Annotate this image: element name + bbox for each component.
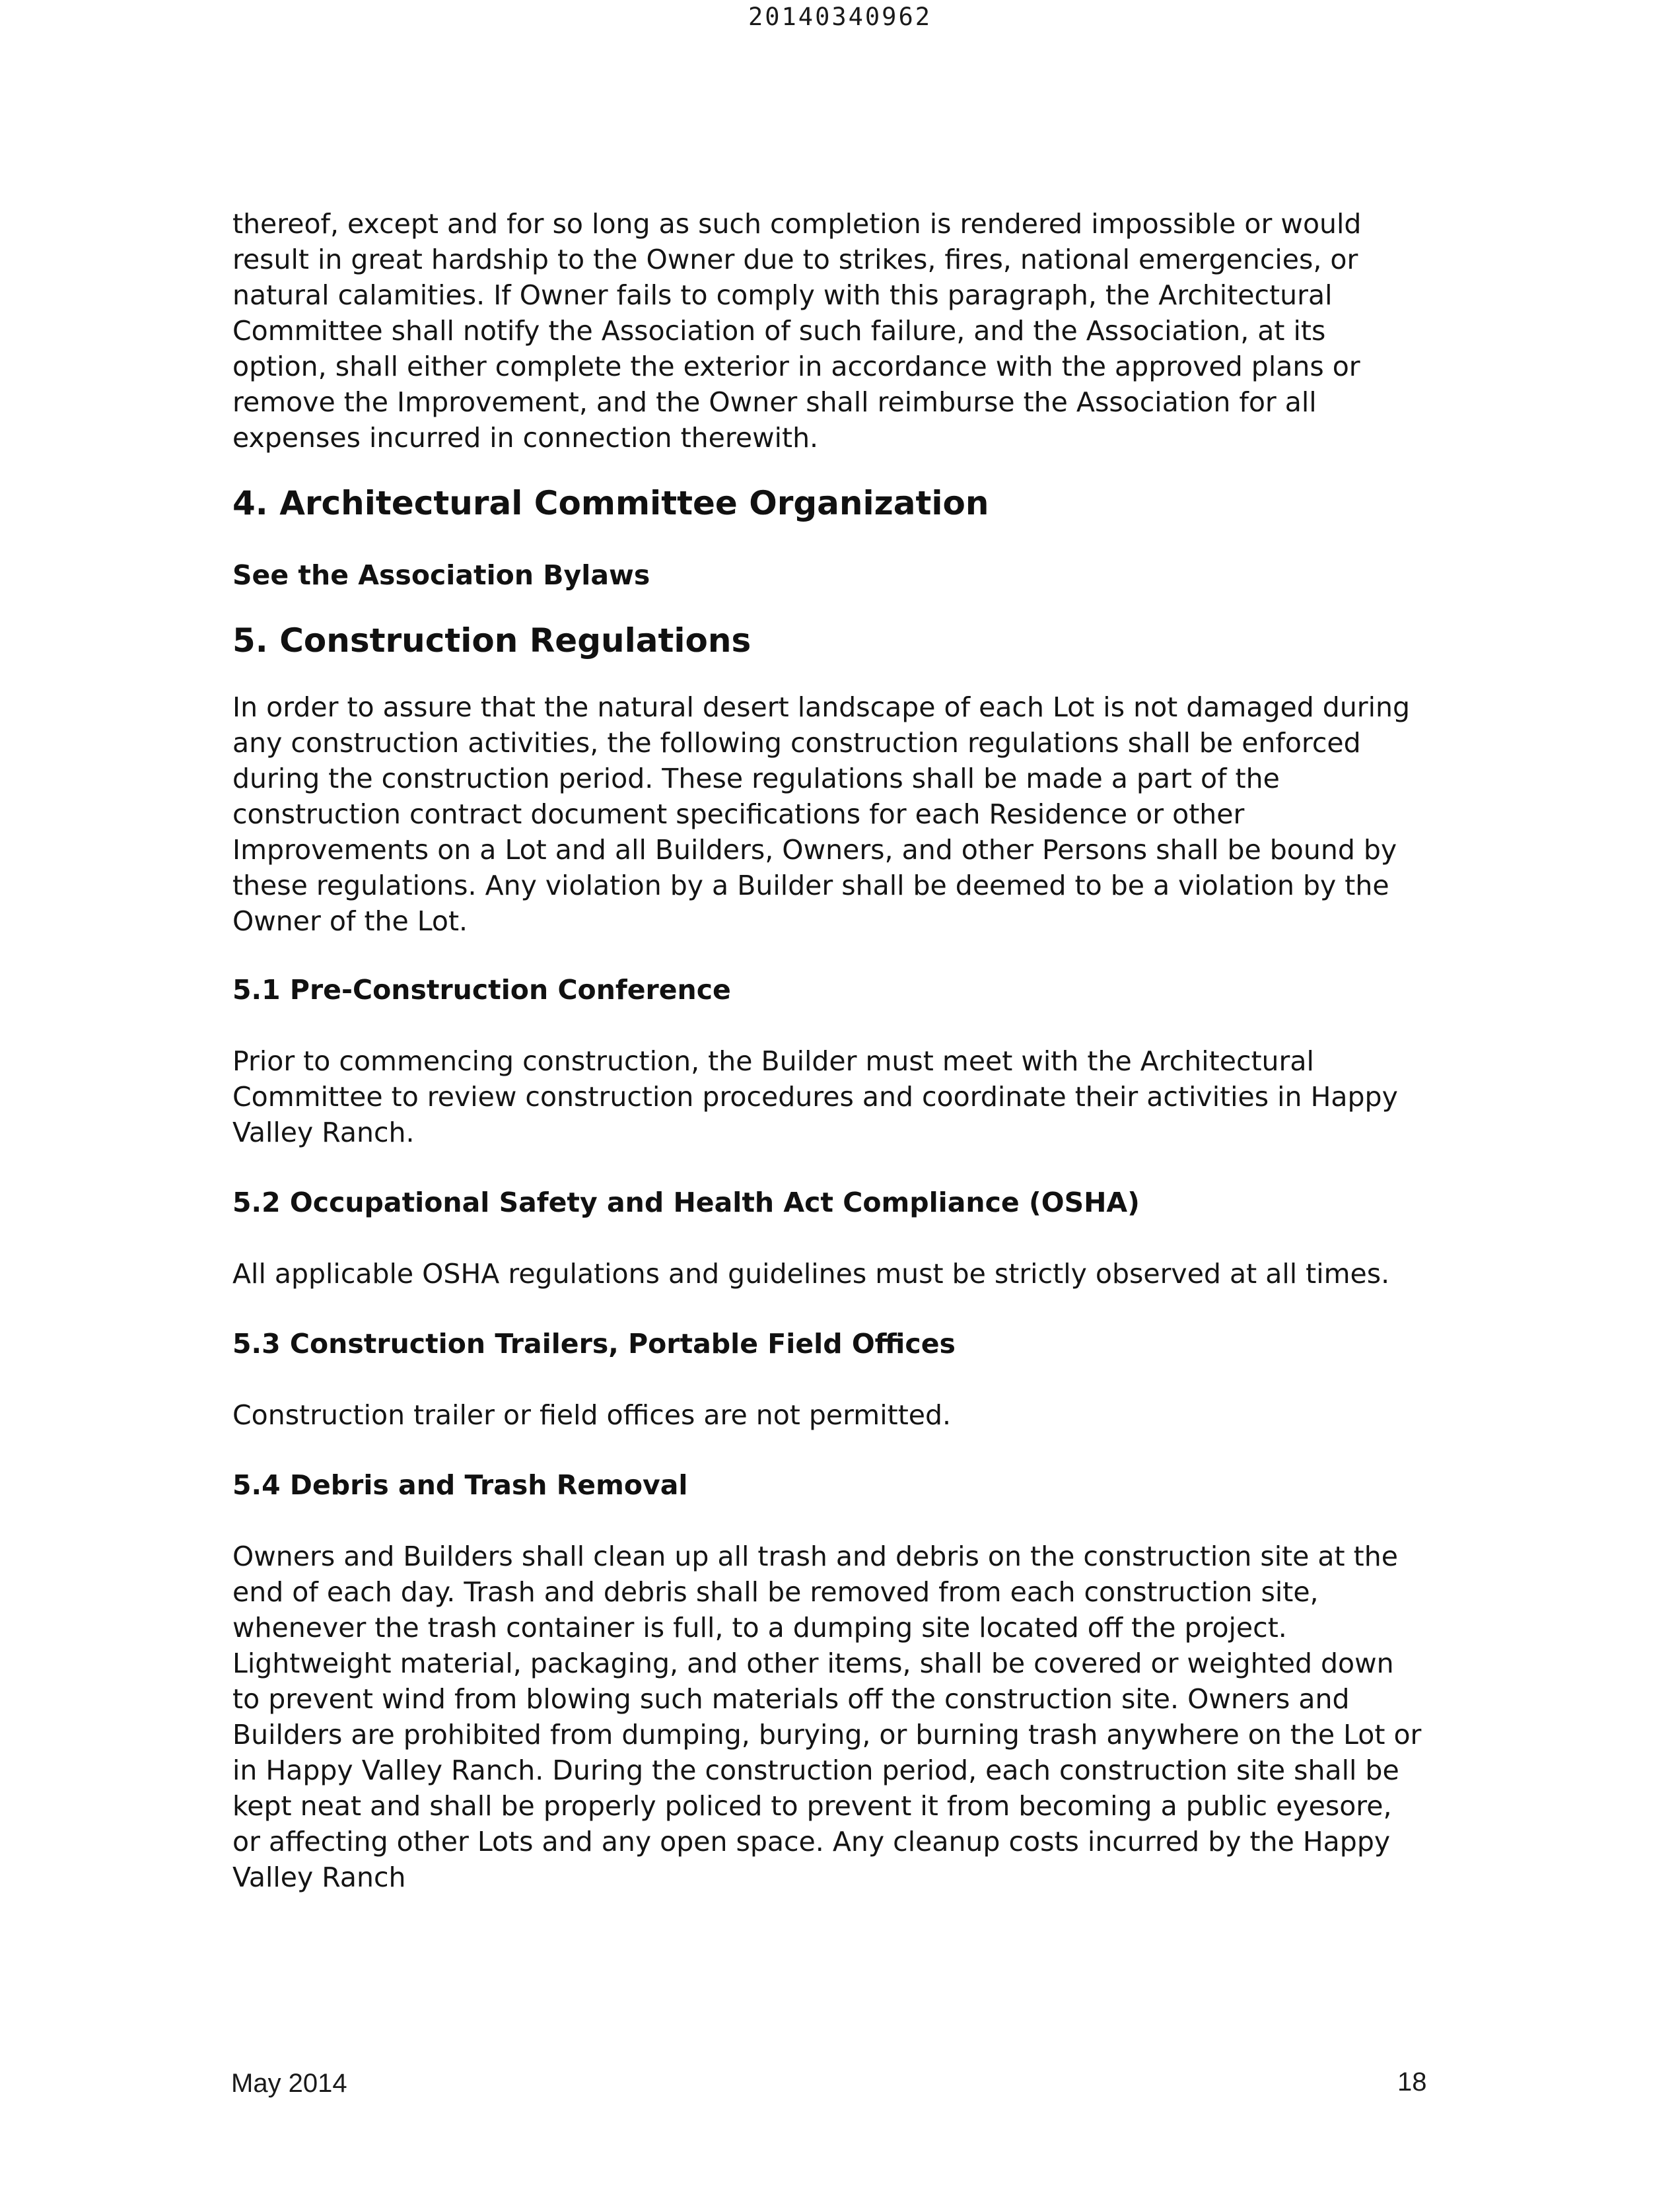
section-5-3-heading: 5.3 Construction Trailers, Portable Field Offices [232, 1328, 956, 1360]
section-5-paragraph: In order to assure that the natural desert landscape of each Lot is not damaged during any construction activities, the following construction regulations shall be enforced during the construction period. These regulations shall be made a part of the construction contract document specifications for each Residence or other Improvements on a Lot and all Builders, Owners, and other Persons shall be bound by these regulations. Any violation by a Builder shall be deemed to be a violation by the Owner of the Lot. [232, 691, 1411, 937]
section-5-4-heading: 5.4 Debris and Trash Removal [232, 1469, 688, 1501]
document-number: 20140340962 [748, 3, 932, 31]
page-number: 18 [1397, 2067, 1427, 2097]
section-5-2-paragraph: All applicable OSHA regulations and guidelines must be strictly observed at all times. [232, 1258, 1390, 1290]
page-content [232, 206, 1428, 1895]
section-5-1-heading: 5.1 Pre-Construction Conference [232, 974, 731, 1006]
intro-paragraph: thereof, except and for so long as such completion is rendered impossible or would result in great hardship to the Owner due to strikes, fires, national emergencies, or natural calamities. If Owner fails to comply with this paragraph, the Architectural Committee shall notify the Association of such failure, and the Association, at its option, shall either complete the exterior in accordance with the approved plans or remove the Improvement, and the Owner shall reimburse the Association for all expenses incurred in connection therewith. [232, 208, 1362, 454]
section-5-1-paragraph: Prior to commencing construction, the Builder must meet with the Architectural Committee to review construction procedures and coordinate their activities in Happy Valley Ranch. [232, 1045, 1398, 1148]
section-4-subheading: See the Association Bylaws [232, 559, 650, 591]
section-4-heading: 4. Architectural Committee Organization [232, 484, 989, 522]
footer-date: May 2014 [231, 2069, 347, 2098]
section-5-3-paragraph: Construction trailer or field offices are not permitted. [232, 1399, 952, 1431]
section-5-heading: 5. Construction Regulations [232, 621, 752, 660]
section-5-2-heading: 5.2 Occupational Safety and Health Act Compliance (OSHA) [232, 1187, 1140, 1218]
section-5-4-paragraph: Owners and Builders shall clean up all trash and debris on the construction site at the end of each day. Trash and debris shall be removed from each construction site, whenever the trash container is full, to a dumping site located off the project. Lightweight material, packaging, and other items, shall be covered or weighted down to prevent wind from blowing such materials off the construction site. Owners and Builders are prohibited from dumping, burying, or burning trash anywhere on the Lot or in Happy Valley Ranch. During the construction period, each construction site shall be kept neat and shall be properly policed to prevent it from becoming a public eyesore, or affecting other Lots and any open space. Any cleanup costs incurred by the Happy Valley Ranch [232, 1541, 1422, 1893]
